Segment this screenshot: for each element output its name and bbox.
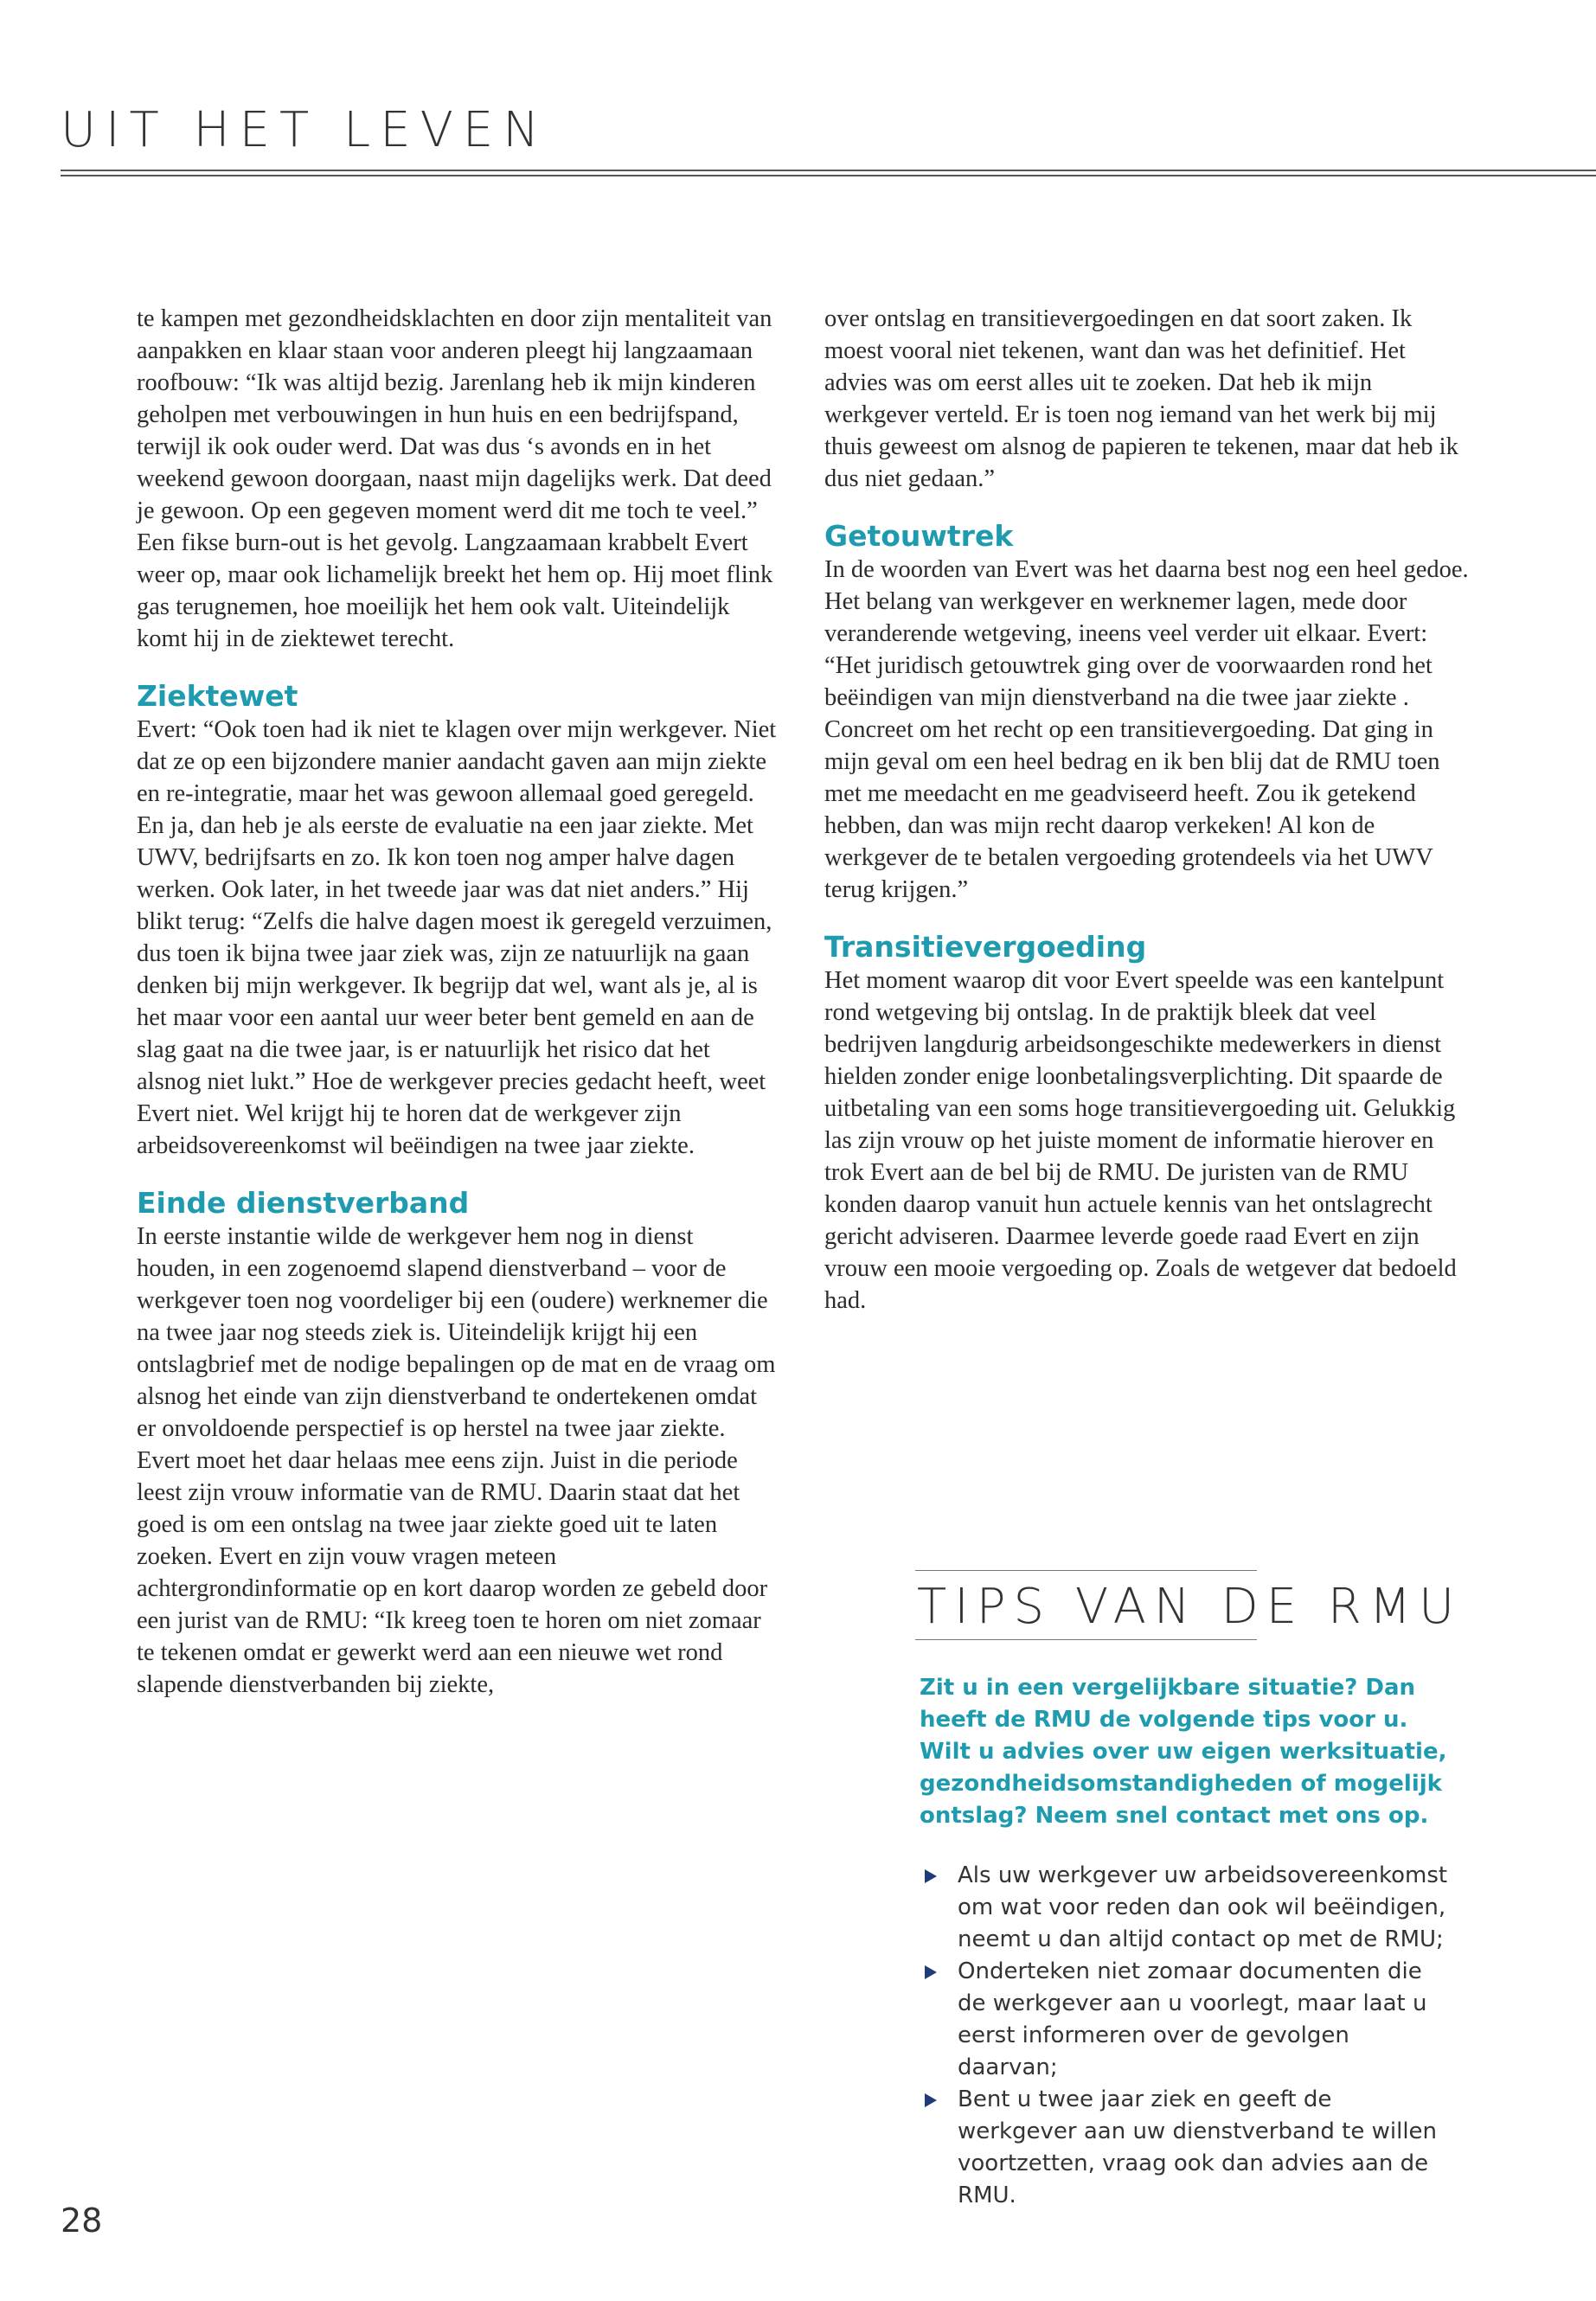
header-rule: [61, 170, 1596, 171]
left-paragraph-1: te kampen met gezondheidsklachten en door zijn mentaliteit van aanpakken en klaar staan voor anderen pleegt hij langzaamaan roofbouw: “Ik was altijd bezig. Jarenlang heb ik mijn kinderen geholpen met verbouwingen in hun huis en een bedrijfspand, terwijl ik ook ouder werd. Dat was dus ‘s avonds en in het weekend gewoon doorgaan, naast mijn dagelijks werk. Dat deed je gewoon. Op een gegeven moment werd dit me toch te veel.” Een fikse burn-out is het gevolg. Langzaamaan krabbelt Evert weer op, maar ook lichamelijk breekt het hem op. Hij moet flink gas terugnemen, hoe moeilijk het hem ook valt. Uiteindelijk komt hij in de ziektewet terecht.: [137, 305, 773, 652]
section-title: UIT HET LEVEN: [61, 102, 549, 158]
tips-item-text: Als uw werkgever uw arbeidsovereenkomst om wat voor reden dan ook wil beëindigen, neemt u dan altijd contact op met de RMU;: [958, 1862, 1448, 1952]
tips-list-item: [920, 1860, 1456, 1956]
right-paragraph-3: Het moment waarop dit voor Evert speelde was een kantelpunt rond wetgeving bij ontslag. In de praktijk bleek dat veel bedrijven langdurig arbeidsongeschikte medewerkers in dienst hielden zonder enige loonbetalingsverplichting. Dit spaarde de uitbetaling van een soms hoge transitievergoeding uit. Gelukkig las zijn vrouw op het juiste moment de informatie hierover en trok Evert aan de bel bij de RMU. De juristen van de RMU konden daarop vanuit hun actuele kennis van het ontslagrecht gericht adviseren. Daarmee leverde goede raad Evert en zijn vrouw een mooie vergoeding op. Zoals de wetgever dat bedoeld had.: [824, 967, 1457, 1314]
tips-list-item: [920, 1956, 1456, 2084]
tips-list: [920, 1860, 1456, 2212]
left-column: [137, 303, 777, 1701]
left-paragraph-3: In eerste instantie wilde de werkgever hem nog in dienst houden, in een zogenoemd slapend dienstverband – voor de werkgever toen nog voordeliger bij een (oudere) werknemer die na twee jaar nog steeds ziek is. Uiteindelijk krijgt hij een ontslagbrief met de nodige bepalingen op de mat en de vraag om alsnog het einde van zijn dienstverband te ondertekenen omdat er onvoldoende perspectief is op herstel na twee jaar ziekte. Evert moet het daar helaas mee eens zijn. Juist in die periode leest zijn vrouw informatie van de RMU. Daarin staat dat het goed is om een ontslag na twee jaar ziekte goed uit te laten zoeken. Evert en zijn vouw vragen meteen achtergrondinformatie op en kort daarop worden ze gebeld door een jurist van de RMU: “Ik kreeg toen te horen om niet zomaar te tekenen omdat er gewerkt werd aan een nieuwe wet rond slapende dienstverbanden bij ziekte,: [137, 1223, 776, 1698]
heading-einde-dienstverband: Einde dienstverband: [137, 1186, 470, 1220]
right-paragraph-1: over ontslag en transitievergoedingen en dat soort zaken. Ik moest vooral niet tekenen, want dan was het definitief. Het advies was om eerst alles uit te zoeken. Dat heb ik mijn werkgever verteld. Er is toen nog iemand van het werk bij mij thuis geweest om alsnog de papieren te tekenen, maar dat heb ik dus niet gedaan.”: [824, 305, 1458, 492]
page-number: 28: [61, 2202, 103, 2240]
triangle-bullet-icon: [925, 1965, 937, 1979]
left-paragraph-2: Evert: “Ook toen had ik niet te klagen over mijn werkgever. Niet dat ze op een bijzondere manier aandacht gaven aan mijn ziekte en re-integratie, maar het was gewoon allemaal goed geregeld. En ja, dan heb je als eerste de evaluatie na een jaar ziekte. Met UWV, bedrijfsarts en zo. Ik kon toen nog amper halve dagen werken. Ook later, in het tweede jaar was dat niet anders.” Hij blikt terug: “Zelfs die halve dagen moest ik geregeld verzuimen, dus toen ik bijna twee jaar ziek was, zijn ze natuurlijk na gaan denken bij mijn werkgever. Ik begrijp dat wel, want als je, al is het maar voor een aantal uur weer beter bent gemeld en aan de slag gaat na die twee jaar, is er natuurlijk het risico dat het alsnog niet lukt.” Hoe de werkgever precies gedacht heeft, weet Evert niet. Wel krijgt hij te horen dat de werkgever zijn arbeidsovereenkomst wil beëindigen na twee jaar ziekte.: [137, 716, 777, 1159]
heading-transitievergoeding: Transitievergoeding: [824, 930, 1147, 964]
tips-item-text: Onderteken niet zomaar documenten die de werkgever aan u voorlegt, maar laat u eerst informeren over de gevolgen daarvan;: [958, 1958, 1427, 2080]
triangle-bullet-icon: [925, 2093, 937, 2107]
tips-list-item: [920, 2084, 1456, 2212]
right-paragraph-2: In de woorden van Evert was het daarna best nog een heel gedoe. Het belang van werkgever en werknemer lagen, mede door veranderende wetgeving, ineens veel verder uit elkaar. Evert: “Het juridisch getouwtrek ging over de voorwaarden rond het beëindigen van mijn dienstverband na die twee jaar ziekte . Concreet om het recht op een transitievergoeding. Dat ging in mijn geval om een heel bedrag en ik ben blij dat de RMU toen met me meedacht en me geadviseerd heeft. Zou ik getekend hebben, dan was mijn recht daarop verkeken! Al kon de werkgever de te betalen vergoeding grotendeels via het UWV terug krijgen.”: [824, 556, 1469, 903]
right-column: [824, 303, 1473, 1317]
tips-rule-bottom: [915, 1639, 1257, 1640]
tips-intro: Zit u in een vergelijkbare situatie? Dan heeft de RMU de volgende tips voor u. Wilt u advies over uw eigen werksituatie, gezondheidsomstandigheden of mogelijk ontslag? Neem snel contact met ons op.: [920, 1675, 1447, 1829]
header-rule-secondary: [61, 175, 1596, 176]
tips-title: TIPS VAN DE RMU: [917, 1579, 1463, 1635]
tips-item-text: Bent u twee jaar ziek en geeft de werkgever aan uw dienstverband te willen voortzetten, vraag ook dan advies aan de RMU.: [958, 2086, 1438, 2208]
triangle-bullet-icon: [925, 1869, 937, 1883]
heading-ziektewet: Ziektewet: [137, 679, 298, 713]
heading-getouwtrek: Getouwtrek: [824, 519, 1014, 553]
tips-rule-top: [915, 1570, 1257, 1571]
